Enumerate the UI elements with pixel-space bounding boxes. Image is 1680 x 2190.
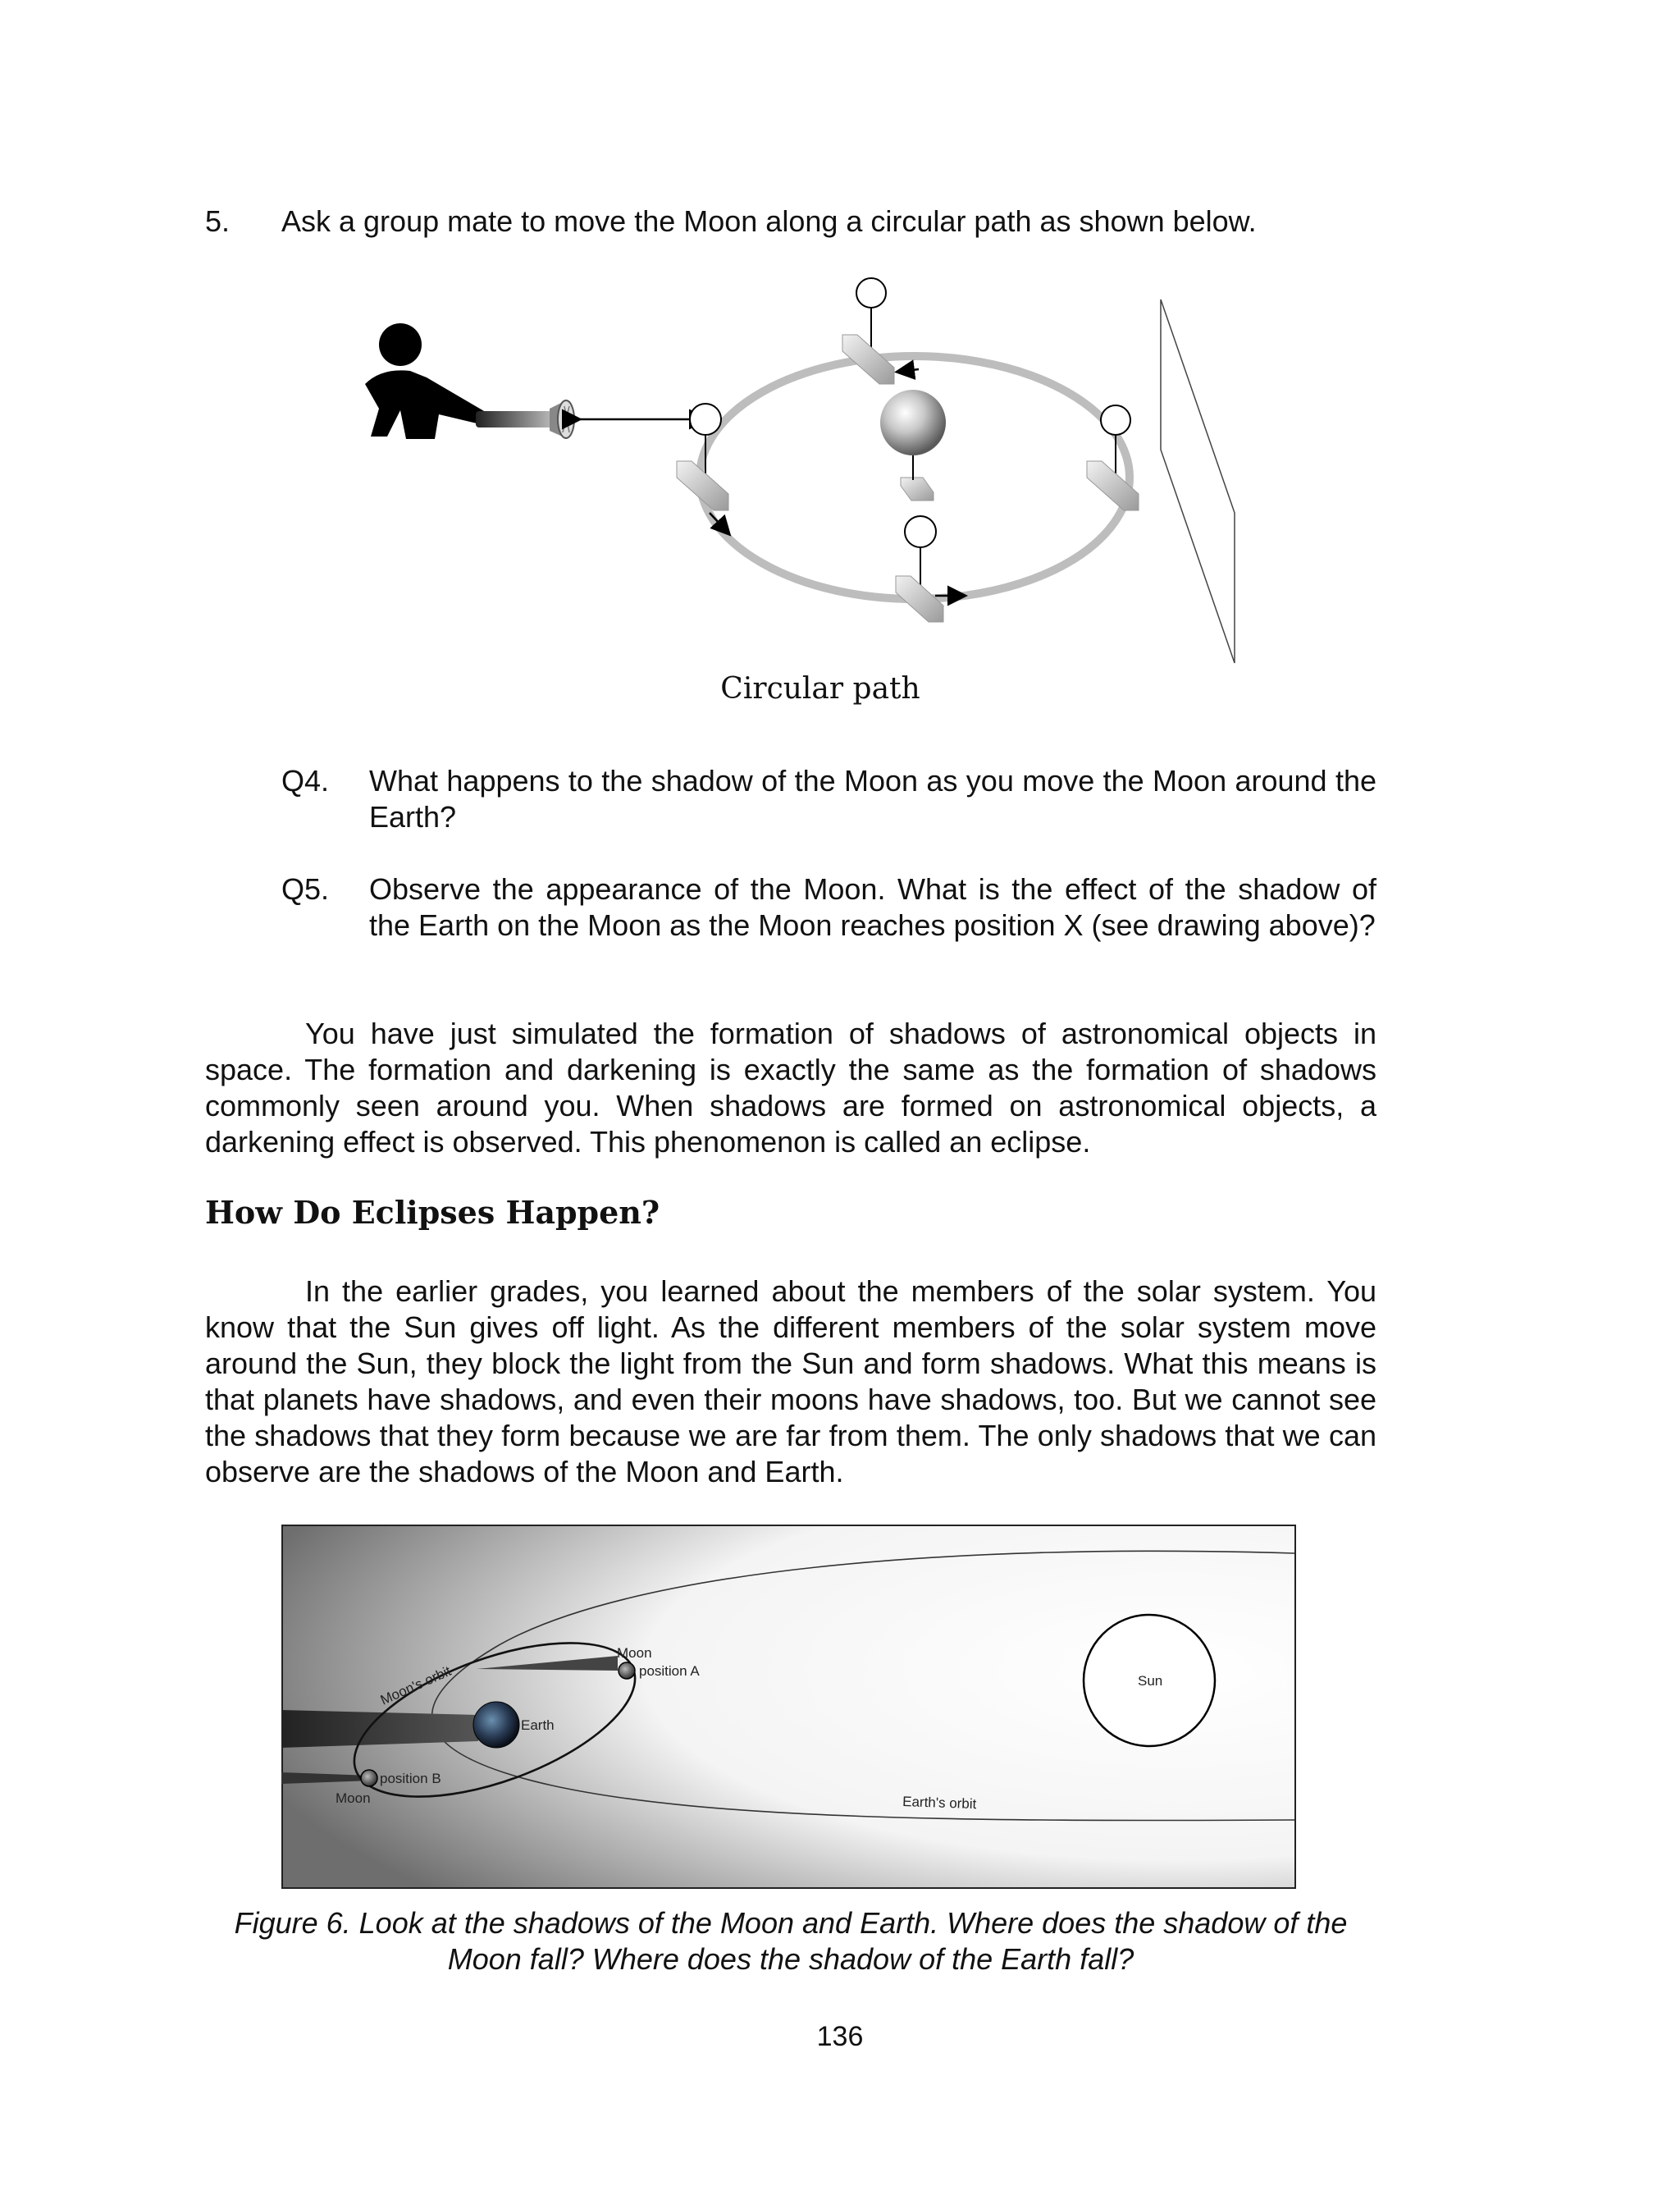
step-instruction: Ask a group mate to move the Moon along a circular path as shown below. xyxy=(281,204,1257,238)
question-text-q4: What happens to the shadow of the Moon as you move the Moon around the Earth? xyxy=(369,764,1376,834)
step-number: 5. xyxy=(205,204,231,238)
paragraph-eclipse-intro: You have just simulated the formation of shadows of astronomical objects in space. The formation and darkening is exactly the same as the formation of shadows commonly seen around you. When shadows are formed on astronomical objects, a darkening effect is observed. This phenomenon is called an eclipse. xyxy=(205,1017,1376,1159)
label-moons-orbit: Moon's orbit xyxy=(377,1662,454,1708)
figure-caption-circular-path: Circular path xyxy=(720,672,920,706)
label-moon-a: Moon xyxy=(617,1645,652,1661)
earth-sphere xyxy=(880,390,946,501)
label-earth: Earth xyxy=(521,1717,555,1733)
label-sun: Sun xyxy=(1138,1673,1163,1689)
question-label-q5: Q5. xyxy=(281,872,330,906)
eclipse-diagram xyxy=(281,1525,1296,1889)
label-position-b: position B xyxy=(380,1771,441,1786)
person-silhouette xyxy=(365,323,494,439)
figure-caption-eclipse: Figure 6. Look at the shadows of the Moon and Earth. Where does the shadow of the Moon fall? Where does the shadow of the Earth fall? xyxy=(234,1906,1348,1976)
paragraph-solar-system: In the earlier grades, you learned about the members of the solar system. You know that the Sun gives off light. As the different members of the solar system move around the Sun, they block the light from the Sun and form shadows. What this means is that planets have shadows, and even their moons have shadows, too. But we cannot see the shadows that they form because we are far from them. The only shadows that we can observe are the shadows of the Moon and Earth. xyxy=(205,1274,1376,1488)
page-number: 136 xyxy=(816,2021,864,2052)
question-text-q5: Observe the appearance of the Moon. What is the effect of the shadow of the Earth on the Moon as the Moon reaches position X (see drawing above)? xyxy=(369,872,1376,942)
label-moon-b: Moon xyxy=(336,1790,371,1806)
projection-screen xyxy=(1161,299,1235,663)
flashlight-icon xyxy=(476,400,574,438)
question-label-q4: Q4. xyxy=(281,764,330,798)
moon-position-a xyxy=(619,1662,635,1679)
orbit-direction-arrow-top xyxy=(898,369,919,372)
moon-top-position xyxy=(842,278,894,384)
label-earths-orbit: Earth's orbit xyxy=(902,1794,977,1813)
moon-bottom-position xyxy=(896,516,943,622)
circular-path-figure xyxy=(304,263,1288,673)
earth-globe xyxy=(473,1702,519,1748)
section-heading: How Do Eclipses Happen? xyxy=(205,1194,660,1231)
moon-position-b xyxy=(361,1770,377,1786)
label-position-a: position A xyxy=(639,1663,700,1679)
